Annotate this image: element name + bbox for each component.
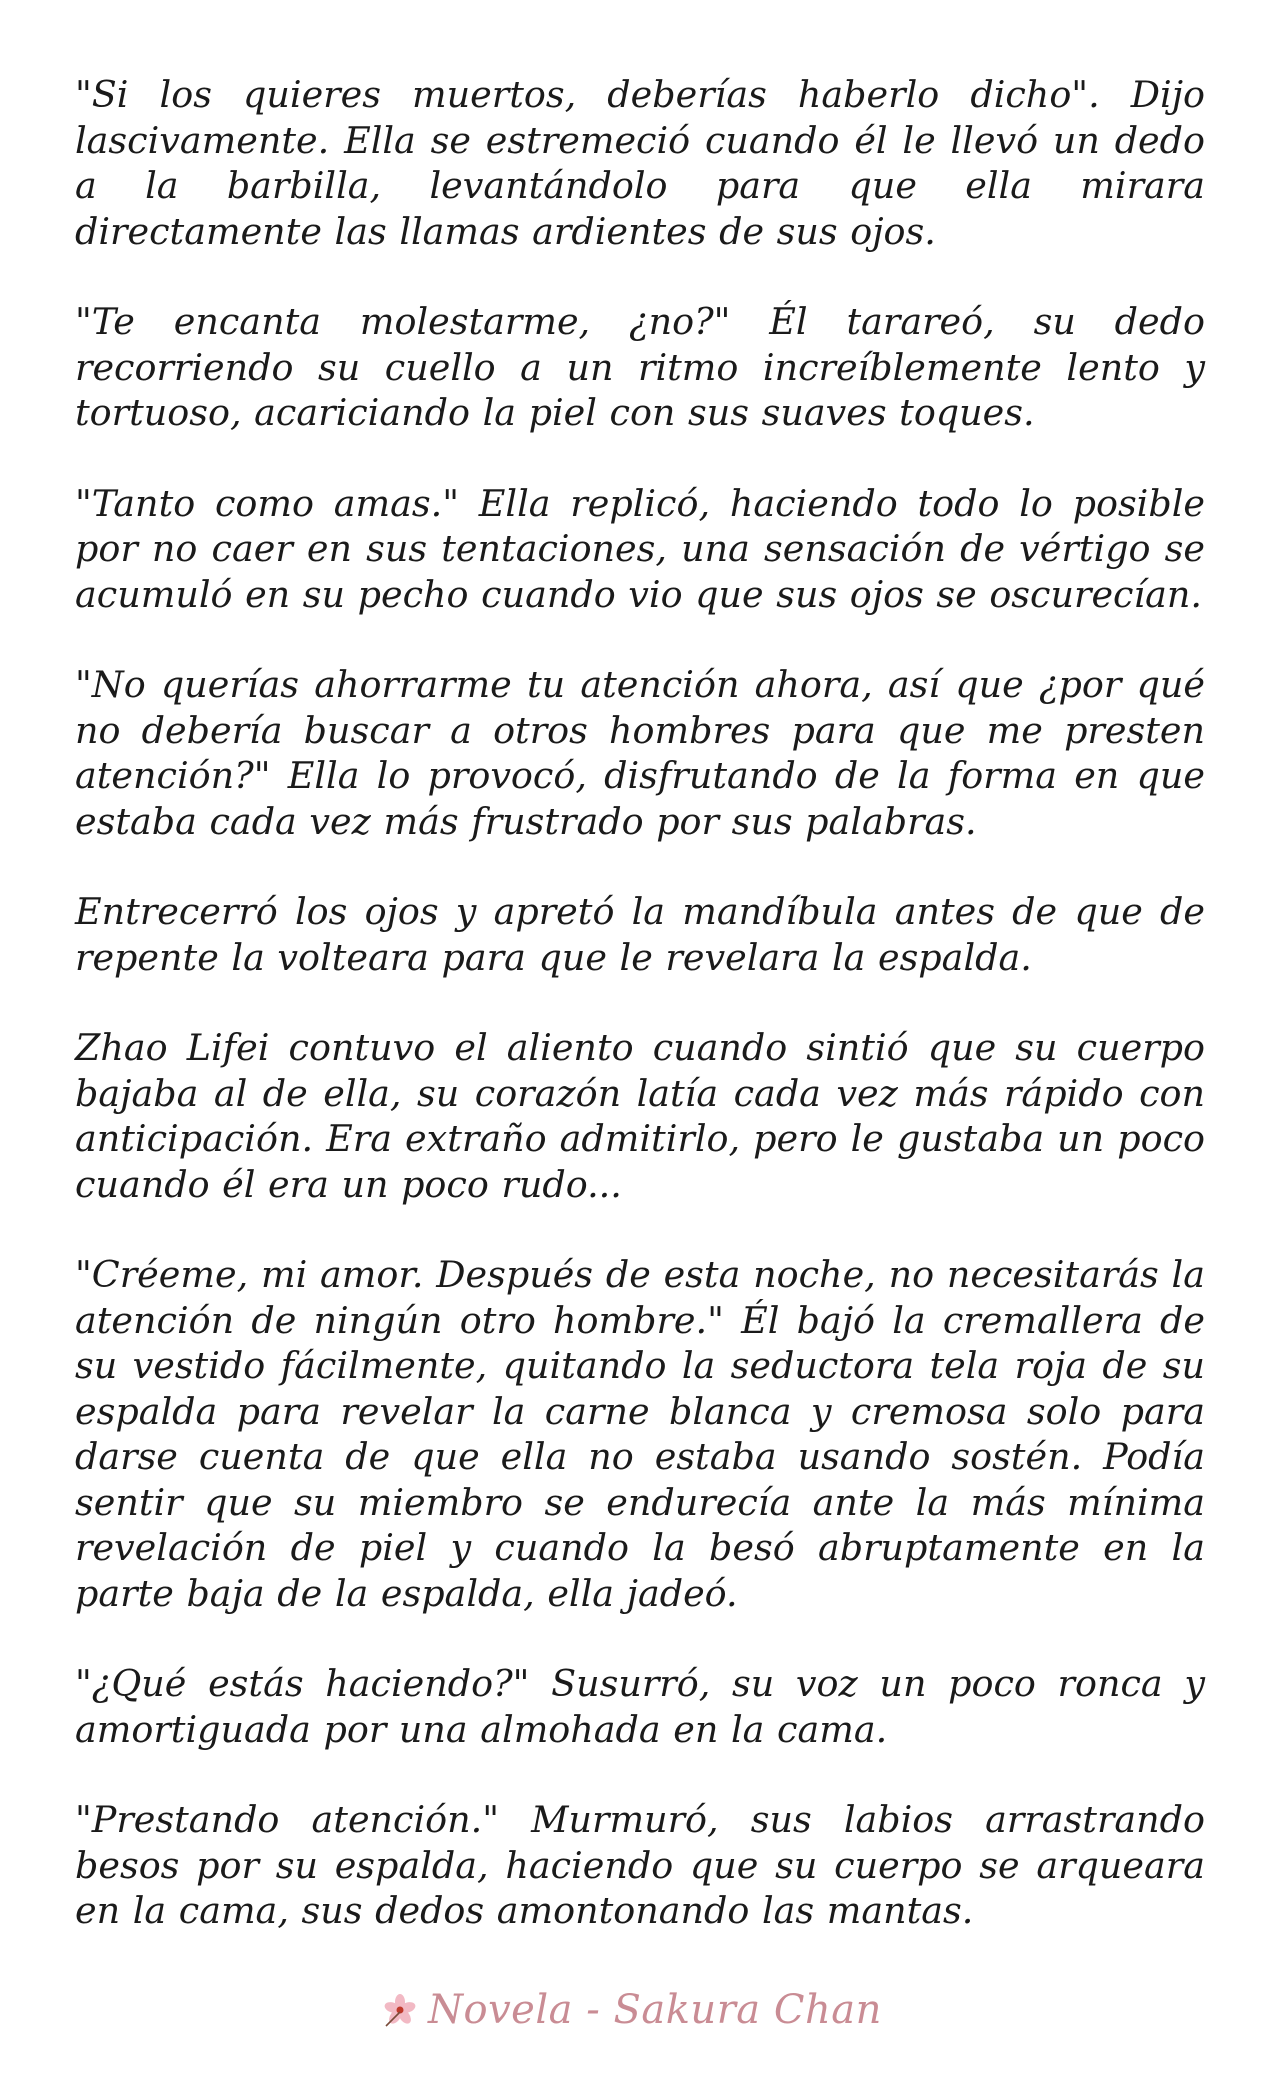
paragraph-2: "Te encanta molestarme, ¿no?" Él tarareó, su dedo recorriendo su cuello a un ritmo increíblemente lento y tortuoso, acariciando la piel con sus suaves toques.: [75, 300, 1205, 434]
paragraph-1: "Si los quieres muertos, deberías haberlo dicho". Dijo lascivamente. Ella se estremeció cuando él le llevó un dedo a la barbilla, levantándolo para que ella mirara directamente las llamas ardientes de sus ojos.: [75, 73, 1205, 253]
paragraph-9: "Prestando atención." Murmuró, sus labios arrastrando besos por su espalda, haciendo que su cuerpo se arqueara en la cama, sus dedos amontonando las mantas.: [75, 1798, 1205, 1932]
paragraph-8: "¿Qué estás haciendo?" Susurró, su voz un poco ronca y amortiguada por una almohada en la cama.: [75, 1662, 1205, 1751]
watermark-text: Novela - Sakura Chan: [428, 1987, 882, 2033]
paragraph-3: "Tanto como amas." Ella replicó, haciendo todo lo posible por no caer en sus tentaciones, una sensación de vértigo se acumuló en su pecho cuando vio que sus ojos se oscurecían.: [75, 481, 1205, 616]
paragraph-4: "No querías ahorrarme tu atención ahora, así que ¿por qué no debería buscar a otros hombres para que me presten atención?" Ella lo provocó, disfrutando de la forma en que estaba cada vez más frustrado por sus palabras.: [75, 663, 1205, 843]
paragraph-6: Zhao Lifei contuvo el aliento cuando sintió que su cuerpo bajaba al de ella, su corazón latía cada vez más rápido con anticipación. Era extraño admitirlo, pero le gustaba un poco cuando él era un poco rudo...: [75, 1026, 1205, 1206]
paragraph-7: "Créeme, mi amor. Después de esta noche, no necesitarás la atención de ningún otro hombre." Él bajó la cremallera de su vestido fácilmente, quitando la seductora tela roja de su espalda para revelar la carne blanca y cremosa solo para darse cuenta de que ella no estaba usando sostén. Podía sentir que su miembro se endurecía ante la más mínima revelación de piel y cuando la besó abruptamente en la parte baja de la espalda, ella jadeó.: [75, 1253, 1205, 1615]
sakura-flower-icon: [380, 1990, 420, 2030]
watermark-signature: [380, 1985, 900, 2035]
document-body: [75, 72, 1205, 1979]
paragraph-5: Entrecerró los ojos y apretó la mandíbula antes de que de repente la volteara para que le revelara la espalda.: [75, 890, 1205, 979]
